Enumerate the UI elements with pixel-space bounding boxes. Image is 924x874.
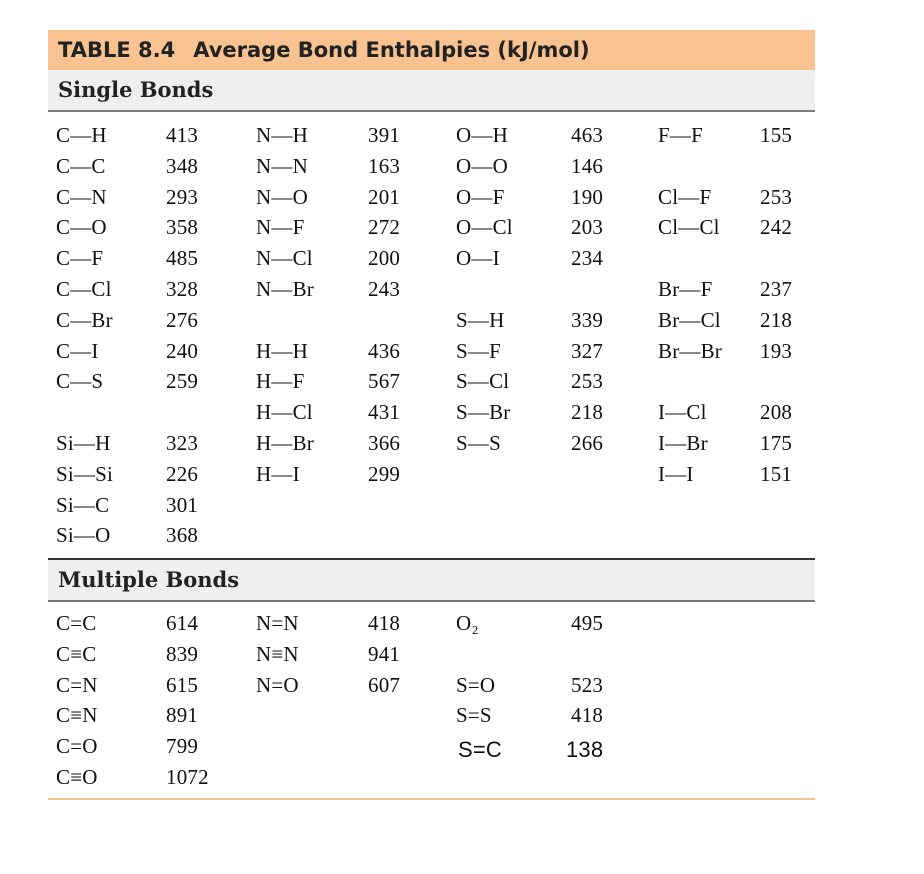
bond-label: Cl—Cl — [658, 215, 720, 240]
bond-label: Br—F — [658, 277, 713, 301]
bond-value: 151 — [760, 461, 793, 486]
bond-label: C=C — [56, 611, 97, 635]
bond-label: O₂ — [456, 611, 479, 635]
bond-value: 368 — [166, 523, 199, 548]
bond-value: 208 — [760, 400, 793, 425]
bond-label: H—Br — [256, 431, 314, 455]
bond-label: C≡N — [56, 703, 98, 728]
bond-label: C—O — [56, 215, 107, 240]
bond-value: 358 — [166, 215, 199, 240]
bond-label: S=C — [458, 737, 503, 762]
bond-value: 327 — [571, 338, 604, 363]
bond-label: S—Br — [456, 400, 511, 425]
bond-value: 276 — [166, 307, 199, 332]
bond-label: N—F — [256, 215, 305, 240]
bond-value: 391 — [368, 123, 401, 147]
single-bonds-heading: Single Bonds — [48, 70, 815, 112]
bond-label: S=O — [456, 672, 496, 697]
bond-label: O—I — [456, 246, 500, 271]
bond-value: 941 — [368, 641, 401, 666]
bond-value: 301 — [166, 492, 199, 517]
bond-label: Br—Cl — [658, 307, 721, 332]
bond-label: S—Cl — [456, 369, 510, 394]
bond-value: 163 — [368, 153, 401, 178]
bond-value: 234 — [571, 246, 604, 271]
bond-value: 226 — [166, 461, 199, 486]
bond-value: 348 — [166, 153, 199, 178]
bond-label: S—S — [456, 431, 501, 455]
bond-label: O—H — [456, 123, 508, 147]
bond-value: 523 — [571, 672, 604, 697]
bond-label: Cl—F — [658, 184, 712, 209]
bond-value: 567 — [368, 369, 401, 394]
bond-label: I—Cl — [658, 400, 707, 425]
bond-label: Si—O — [56, 523, 111, 548]
bond-label: C—N — [56, 184, 107, 209]
bond-label: I—Br — [658, 431, 708, 455]
bond-label: C=O — [56, 734, 98, 759]
bond-label: I—I — [658, 461, 694, 486]
bond-value: 138 — [566, 737, 604, 762]
multiple-bonds-grid — [48, 602, 815, 798]
bond-value: 272 — [368, 215, 401, 240]
bond-label: N—Cl — [256, 246, 313, 271]
bond-label: O—O — [456, 153, 508, 178]
bond-value: 253 — [571, 369, 604, 394]
bond-label: F—F — [658, 123, 703, 147]
bond-value: 243 — [368, 277, 401, 301]
bond-label: S=S — [456, 703, 492, 728]
bond-label: Si—Si — [56, 461, 114, 486]
bond-enthalpy-table — [48, 30, 815, 800]
bond-label: C=N — [56, 672, 98, 697]
bond-label: C≡C — [56, 641, 97, 666]
bond-value: 155 — [760, 123, 793, 147]
bond-value: 193 — [760, 338, 793, 363]
bond-value: 799 — [166, 734, 199, 759]
bond-value: 431 — [368, 400, 401, 425]
bond-value: 839 — [166, 641, 199, 666]
table-bottom-rule — [48, 798, 815, 800]
bond-value: 266 — [571, 431, 604, 455]
bond-value: 200 — [368, 246, 401, 271]
bond-value: 240 — [166, 338, 199, 363]
bond-value: 203 — [571, 215, 604, 240]
table-number: TABLE 8.4 — [58, 38, 176, 62]
bond-label: C—C — [56, 153, 106, 178]
bond-value: 190 — [571, 184, 604, 209]
bond-label: N=O — [256, 672, 299, 697]
table-caption: Average Bond Enthalpies (kJ/mol) — [193, 38, 590, 62]
bond-value: 418 — [571, 703, 604, 728]
bond-value: 218 — [760, 307, 793, 332]
bond-value: 323 — [166, 431, 199, 455]
bond-value: 237 — [760, 277, 793, 301]
bond-label: Si—C — [56, 492, 110, 517]
bond-label: N—H — [256, 123, 308, 147]
bond-value: 242 — [760, 215, 793, 240]
bond-label: C—H — [56, 123, 107, 147]
bond-label: Br—Br — [658, 338, 722, 363]
bond-label: S—F — [456, 338, 501, 363]
bond-label: N=N — [256, 611, 299, 635]
single-bonds-grid — [48, 112, 815, 558]
bond-label: S—H — [456, 307, 505, 332]
bond-label: Si—H — [56, 431, 111, 455]
bond-label: C—Cl — [56, 277, 112, 301]
bond-label: N—Br — [256, 277, 314, 301]
bond-value: 328 — [166, 277, 199, 301]
bond-value: 436 — [368, 338, 401, 363]
bond-value: 146 — [571, 153, 604, 178]
bond-label: H—Cl — [256, 400, 313, 425]
table-title — [48, 30, 815, 70]
multiple-bonds-heading: Multiple Bonds — [48, 558, 815, 602]
bond-value: 413 — [166, 123, 199, 147]
bond-label: O—F — [456, 184, 505, 209]
bond-value: 259 — [166, 369, 199, 394]
bond-label: C—Br — [56, 307, 113, 332]
bond-value: 463 — [571, 123, 604, 147]
bond-label: C—S — [56, 369, 104, 394]
bond-value: 366 — [368, 431, 401, 455]
bond-label: N—O — [256, 184, 308, 209]
bond-value: 218 — [571, 400, 604, 425]
bond-value: 418 — [368, 611, 401, 635]
bond-label: O—Cl — [456, 215, 513, 240]
bond-label: H—F — [256, 369, 305, 394]
bond-value: 607 — [368, 672, 401, 697]
bond-value: 1072 — [166, 765, 209, 789]
bond-value: 485 — [166, 246, 199, 271]
bond-value: 495 — [571, 611, 604, 635]
bond-value: 614 — [166, 611, 199, 635]
bond-value: 339 — [571, 307, 604, 332]
bond-value: 201 — [368, 184, 401, 209]
bond-value: 293 — [166, 184, 199, 209]
bond-label: N—N — [256, 153, 308, 178]
bond-label: N≡N — [256, 641, 299, 666]
bond-label: C—F — [56, 246, 104, 271]
bond-label: C—I — [56, 338, 99, 363]
bond-label: H—I — [256, 461, 300, 486]
bond-value: 175 — [760, 431, 793, 455]
bond-label: C≡O — [56, 765, 98, 789]
bond-value: 615 — [166, 672, 199, 697]
bond-value: 253 — [760, 184, 793, 209]
bond-label: H—H — [256, 338, 308, 363]
bond-value: 891 — [166, 703, 199, 728]
bond-value: 299 — [368, 461, 401, 486]
